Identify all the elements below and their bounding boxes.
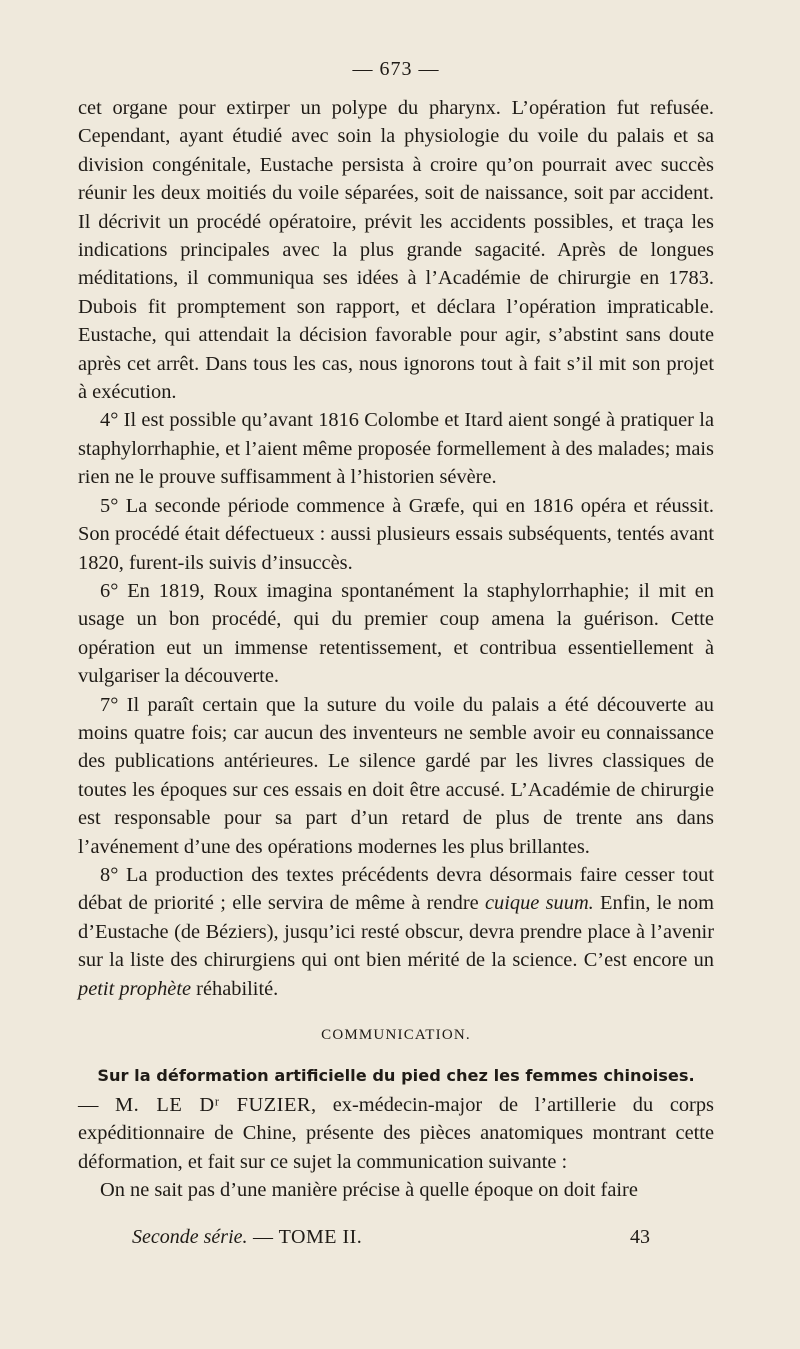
footer-series-label: Seconde série.: [132, 1226, 248, 1248]
paragraph-point-8: [78, 861, 714, 1003]
para8-latin-phrase: cuique suum.: [484, 892, 594, 915]
article-intro-text: , ex-médecin-major de l’artillerie du corps expéditionnaire de Chine, présente des pièces anatomiques montrant cette déformation, et fait sur ce sujet la communication suivante :: [78, 1094, 714, 1173]
paragraph-eustache: cet organe pour extirper un polype du pharynx. L’opération fut refusée. Cependant, ayant étudié avec soin la physiologie du voile du palais et sa division congénitale, Eustache persista à croire qu’on pourrait avec succès réunir les deux moitiés du voile séparées, soit de naissance, soit par accident. Il décrivit un procédé opératoire, prévit les accidents possibles, et traça les indications principales avec la plus grande sagacité. Après de longues méditations, il communiqua ses idées à l’Académie de chirurgie en 1783. Dubois fit promptement son rapport, et déclara l’opération impraticable. Eustache, qui attendait la décision favorable pour agir, s’abstint sans doute après cet arrêt. Dans tous les cas, nous ignorons tout à fait s’il mit son projet à exécution.: [78, 97, 714, 404]
article-dash: —: [78, 1094, 116, 1116]
paragraph-point-6: 6° En 1819, Roux imagina spontanément la staphylorrhaphie; il mit en usage un bon procédé, qui du premier coup amena la guérison. Cette opération eut un immense retentissement, et contribua essentiellement à vulgariser la découverte.: [78, 579, 714, 688]
page-footer: [132, 1226, 650, 1249]
paragraph-point-5: 5° La seconde période commence à Græfe, qui en 1816 opéra et réussit. Son procédé était défectueux : aussi plusieurs essais subséquents, tentés avant 1820, furent-ils suivis d’insuccès.: [78, 494, 714, 574]
section-title: COMMUNICATION.: [321, 1027, 471, 1043]
article-body: On ne sait pas d’une manière précise à quelle époque on doit faire: [100, 1179, 638, 1202]
article-author: M. LE Dʳ FUZIER: [115, 1094, 312, 1116]
paragraph-point-7: 7° Il paraît certain que la suture du voile du palais a été découverte au moins quatre fois; car aucun des inventeurs ne semble avoir eu connaissance des publications antérieures. Le silence gardé par les livres classiques de toutes les époques sur ces essais en doit être accusé. L’Académie de chirurgie est responsable pour sa part d’un retard de plus de trente ans dans l’avénement d’une des opérations modernes les plus brillantes.: [78, 693, 714, 858]
para8-text-before: 8° La production des textes précédents devra désormais faire cesser tout débat de priorité ; elle servira de même à rendre: [78, 863, 714, 915]
para8-italic-phrase: petit prophète: [78, 977, 192, 1000]
article-title: Sur la déformation artificielle du pied chez les femmes chinoises.: [97, 1066, 695, 1085]
footer-series: [132, 1226, 362, 1249]
article-intro: [78, 1091, 714, 1176]
footer-signature: 43: [630, 1226, 650, 1248]
footer-tome: — TOME II.: [247, 1226, 363, 1248]
paragraph-point-4: 4° Il est possible qu’avant 1816 Colombe et Itard aient songé à pratiquer la staphylorrhaphie, et l’aient même proposée formellement à des malades; mais rien ne le prouve suffisamment à l’historien sévère.: [78, 409, 714, 489]
para8-text-after: réhabilité.: [191, 977, 279, 1000]
page-number: — 673 —: [352, 58, 440, 80]
para8-text-middle: Enfin, le nom d’Eustache (de Béziers), jusqu’ici resté obscur, devra prendre place à l’avenir sur la liste des chirurgiens qui ont bien mérité de la science. C’est encore un: [78, 892, 714, 972]
